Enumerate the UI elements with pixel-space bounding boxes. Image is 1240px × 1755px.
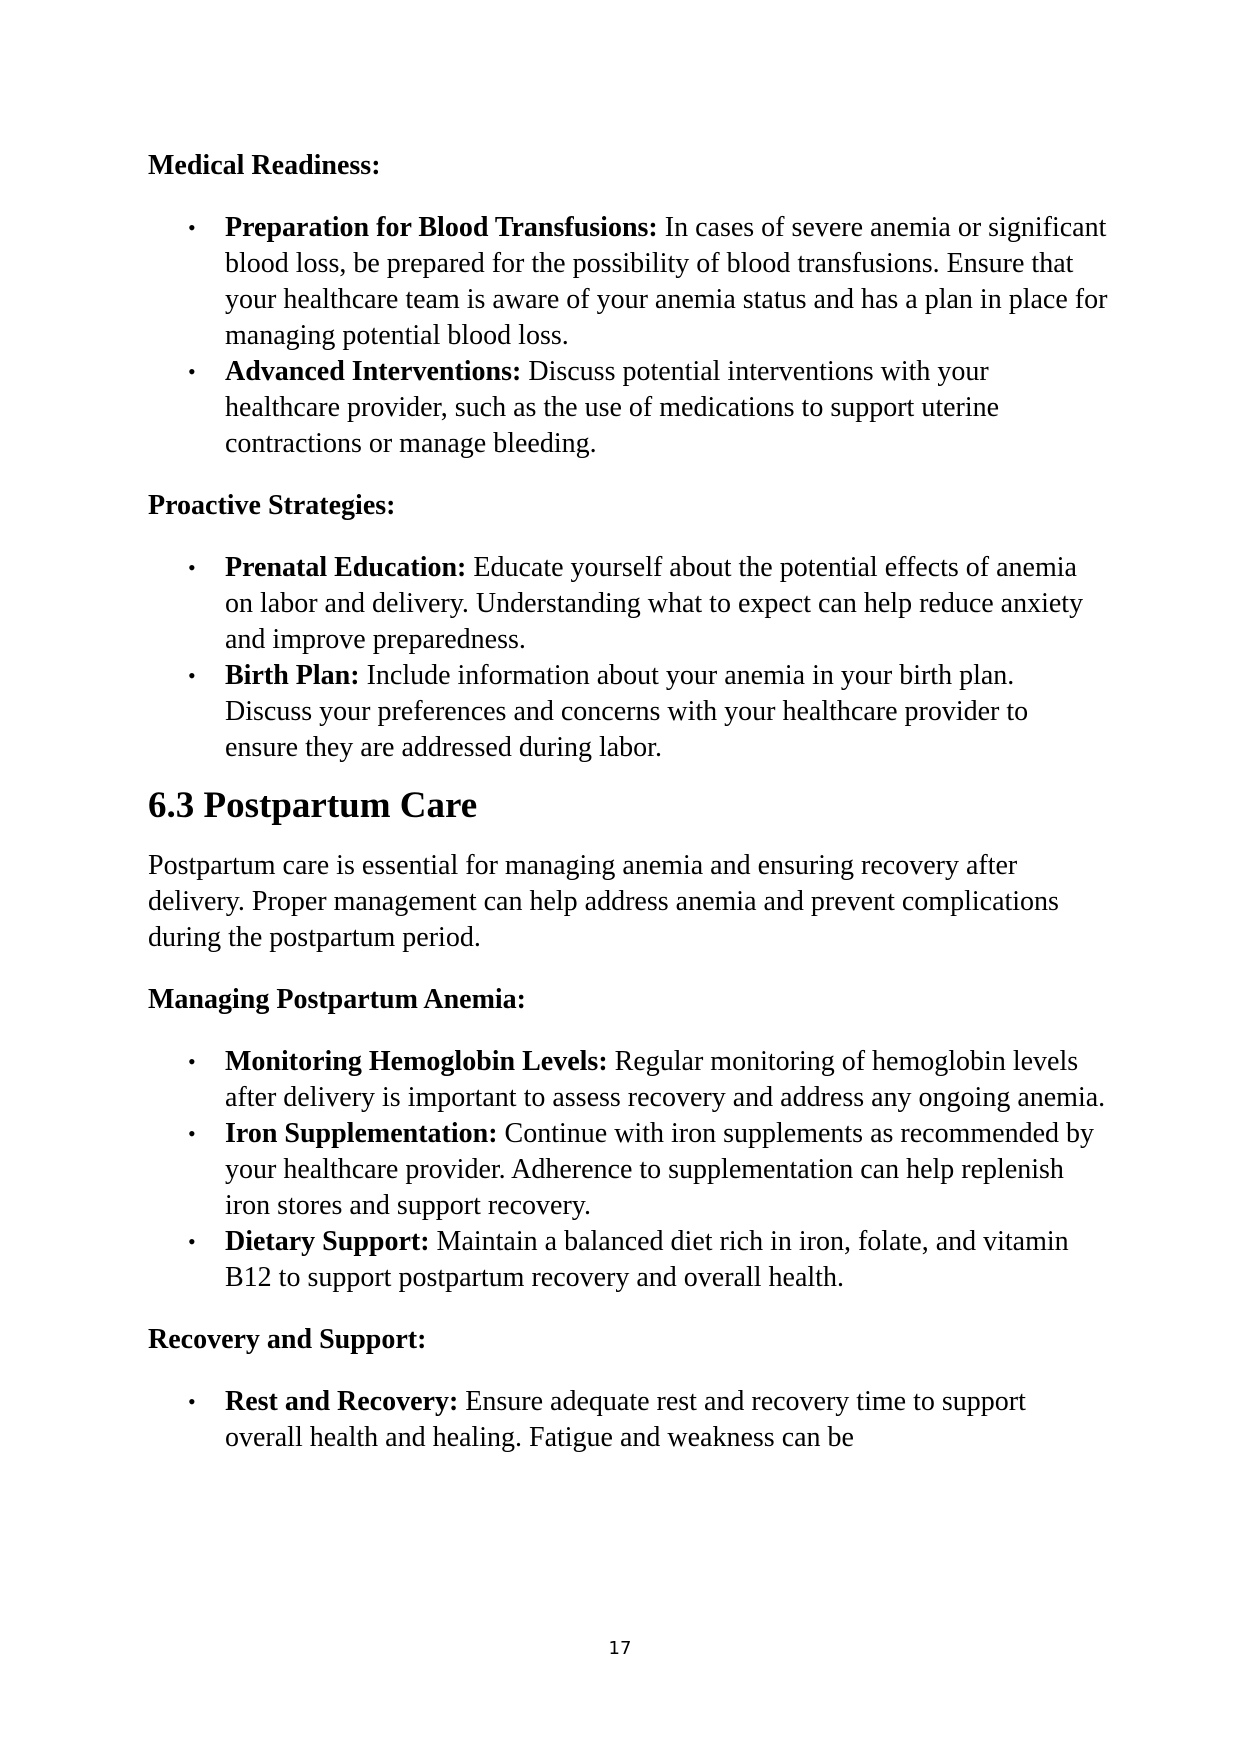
bullet-icon: •	[188, 663, 196, 688]
bullet-icon: •	[188, 1049, 196, 1074]
list-proactive-strategies	[148, 550, 1108, 766]
item-text: Maintain a balanced diet rich in iron, folate, and vitamin B12 to support postpartum recovery and overall health.	[225, 1226, 1069, 1293]
bullet-icon: •	[188, 555, 196, 580]
heading-recovery-and-support: Recovery and Support:	[148, 1324, 427, 1355]
item-term: Birth Plan:	[225, 660, 360, 691]
list-item	[148, 210, 1108, 354]
item-term: Advanced Interventions:	[225, 356, 522, 387]
item-text: Discuss potential interventions with your healthcare provider, such as the use of medications to support uterine contractions or manage bleeding.	[225, 356, 1000, 459]
item-text: Educate yourself about the potential effects of anemia on labor and delivery. Understanding what to expect can help reduce anxiety and improve preparedness.	[225, 552, 1084, 655]
item-text: Include information about your anemia in your birth plan. Discuss your preferences and concerns with your healthcare provider to ensure they are addressed during labor.	[225, 660, 1029, 763]
list-item	[148, 354, 1108, 462]
heading-medical-readiness: Medical Readiness:	[148, 150, 381, 181]
list-item	[148, 1384, 1108, 1456]
list-item	[148, 1224, 1108, 1296]
item-text: In cases of severe anemia or significant blood loss, be prepared for the possibility of blood transfusions. Ensure that your healthcare team is aware of your anemia status and has a plan in place for managing potential blood loss.	[225, 212, 1108, 351]
list-item	[148, 658, 1108, 766]
bullet-icon: •	[188, 215, 196, 240]
item-text: Continue with iron supplements as recommended by your healthcare provider. Adherence to supplementation can help replenish iron stores and support recovery.	[225, 1118, 1094, 1221]
list-item	[148, 1044, 1108, 1116]
document-page	[148, 148, 1108, 1456]
bullet-icon: •	[188, 1389, 196, 1414]
list-managing-postpartum-anemia	[148, 1044, 1108, 1296]
list-medical-readiness	[148, 210, 1108, 462]
item-term: Monitoring Hemoglobin Levels:	[225, 1046, 608, 1077]
list-item	[148, 1116, 1108, 1224]
page-number: 17	[608, 1638, 632, 1659]
heading-managing-postpartum-anemia: Managing Postpartum Anemia:	[148, 984, 526, 1015]
item-term: Dietary Support:	[225, 1226, 430, 1257]
section-title-postpartum-care: 6.3 Postpartum Care	[148, 785, 478, 826]
item-term: Rest and Recovery:	[225, 1386, 459, 1417]
bullet-icon: •	[188, 359, 196, 384]
item-term: Iron Supplementation:	[225, 1118, 498, 1149]
list-item	[148, 550, 1108, 658]
item-term: Preparation for Blood Transfusions:	[225, 212, 658, 243]
item-term: Prenatal Education:	[225, 552, 467, 583]
list-recovery-and-support	[148, 1384, 1108, 1456]
item-text: Ensure adequate rest and recovery time to support overall health and healing. Fatigue and weakness can be	[225, 1386, 1026, 1453]
bullet-icon: •	[188, 1229, 196, 1254]
intro-paragraph: Postpartum care is essential for managing anemia and ensuring recovery after delivery. Proper management can help address anemia and prevent complications during the postpartum period.	[148, 850, 1059, 953]
bullet-icon: •	[188, 1121, 196, 1146]
item-text: Regular monitoring of hemoglobin levels after delivery is important to assess recovery and address any ongoing anemia.	[225, 1046, 1106, 1113]
heading-proactive-strategies: Proactive Strategies:	[148, 490, 396, 521]
